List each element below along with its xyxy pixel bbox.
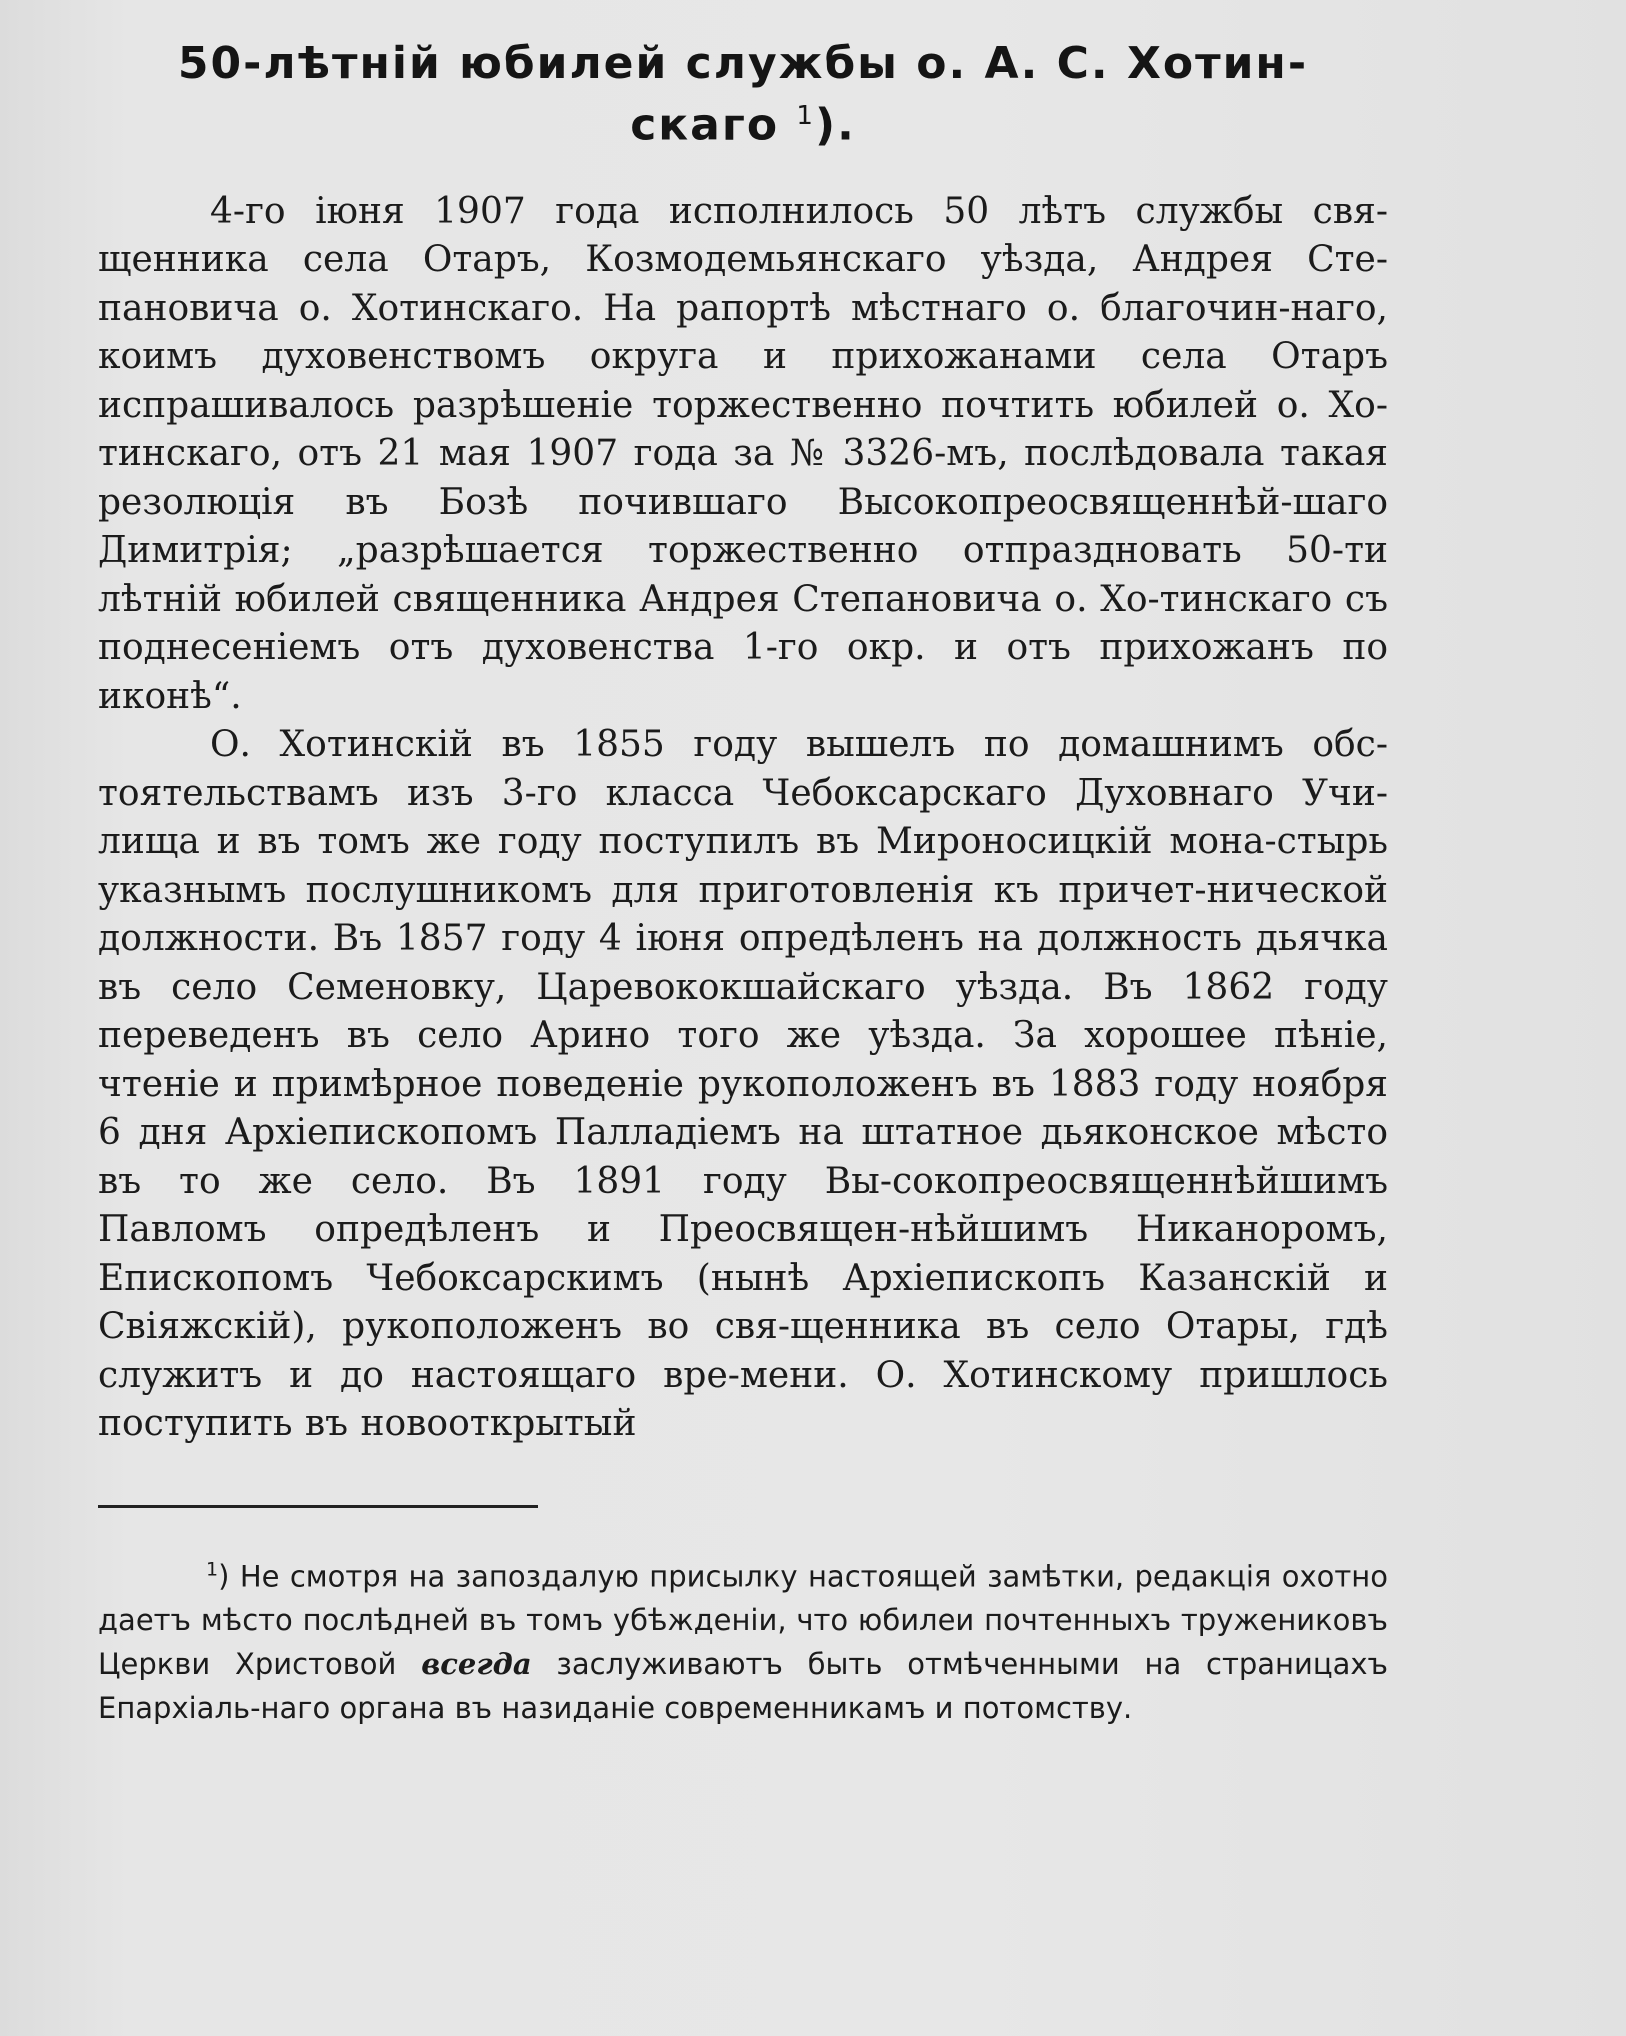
footnote-text-after: заслуживаютъ быть отмѣченными на страницахъ Епархіаль-наго органа въ назиданіе современникамъ и потомству. bbox=[98, 1647, 1389, 1726]
footnote bbox=[98, 1548, 1388, 1731]
title-footnote-marker bbox=[796, 101, 815, 131]
footnote-marker bbox=[206, 1559, 229, 1593]
title-line-1: 50-лѣтній юбилей службы о. А. С. Хотин- bbox=[177, 38, 1309, 89]
text-column bbox=[98, 38, 1388, 1730]
footnote-text-before: Не смотря на запоздалую присылку настоящей замѣтки, редакція охотно даетъ мѣсто послѣдней въ томъ убѣжденіи, что юбилеи почтенныхъ тружениковъ Церкви Христовой bbox=[98, 1559, 1388, 1682]
article-title bbox=[98, 38, 1388, 152]
paragraph-2: О. Хотинскій въ 1855 году вышелъ по домашнимъ обс-тоятельствамъ изъ 3-го класса Чебоксарскаго Духовнаго Учи-лища и въ томъ же году поступилъ въ Мироносицкій мона-стырь указнымъ послушникомъ для приготовленія къ причет-нической должности. Въ 1857 году 4 іюня опредѣленъ на должность дьячка въ село Семеновку, Царевококшайскаго уѣзда. Въ 1862 году переведенъ въ село Арино того же уѣзда. За хорошее пѣніе, чтеніе и примѣрное поведеніе рукоположенъ въ 1883 году ноября 6 дня Архіепископомъ Палладіемъ на штатное дьяконское мѣсто въ то же село. Въ 1891 году Вы-сокопреосвященнѣйшимъ Павломъ опредѣленъ и Преосвящен-нѣйшимъ Никаноромъ, Епископомъ Чебоксарскимъ (нынѣ Архіепископъ Казанскій и Свіяжскій), рукоположенъ во свя-щенника въ село Отары, гдѣ служитъ и до настоящаго вре-мени. О. Хотинскому пришлось поступить въ новооткрытый bbox=[98, 724, 1388, 1445]
paragraph-1: 4-го іюня 1907 года исполнилось 50 лѣтъ службы свя-щенника села Отаръ, Козмодемьянскаго уѣзда, Андрея Сте-пановича о. Хотинскаго. На рапортѣ мѣстнаго о. благочин-наго, коимъ духовенствомъ округа и прихожанами села Отаръ испрашивалось разрѣшеніе торжественно почтить юбилей о. Хо-тинскаго, отъ 21 мая 1907 года за № 3326-мъ, послѣдовала такая резолюція въ Бозѣ почившаго Высокопреосвященнѣй-шаго Димитрія; „разрѣшается торжественно отпраздновать 50-ти лѣтній юбилей священника Андрея Степановича о. Хо-тинскаго съ поднесеніемъ отъ духовенства 1-го окр. и отъ прихожанъ по иконѣ“. bbox=[98, 190, 1388, 717]
footnote-divider bbox=[98, 1505, 538, 1508]
footnote-emphasis: всегда bbox=[421, 1647, 532, 1682]
footnote-number: 1 bbox=[206, 1558, 219, 1581]
footnote-marker-close: ) bbox=[218, 1559, 230, 1594]
title-close: ). bbox=[814, 99, 856, 151]
title-line-2: скаго bbox=[630, 99, 780, 151]
title-footnote-number: 1 bbox=[796, 101, 815, 131]
